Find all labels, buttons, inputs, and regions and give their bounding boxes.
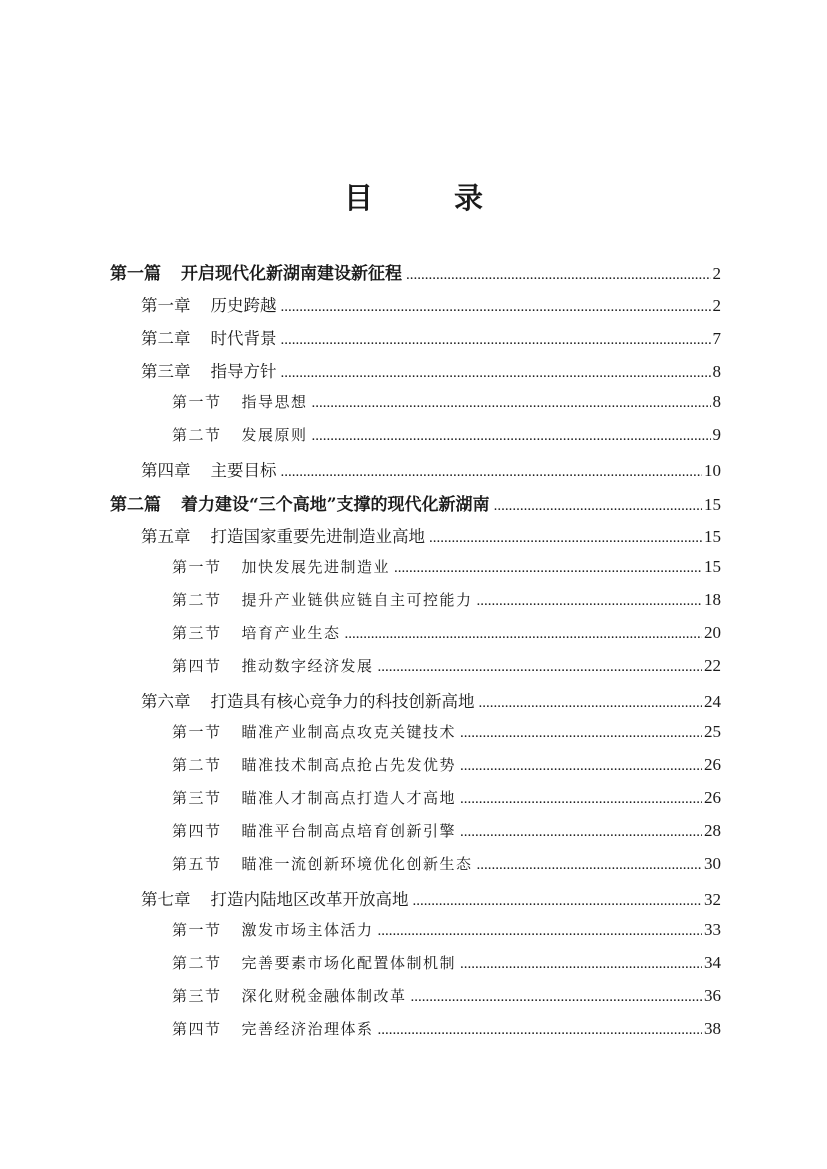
entry-number: 第四节 [172,822,222,840]
entry-title: 瞄准技术制高点抢占先发优势 [241,756,457,774]
entry-page: 38 [704,1019,721,1038]
entry-page: 24 [704,692,721,711]
toc-entry-chapter[interactable] [141,358,721,390]
entry-title: 培育产业生态 [241,624,341,642]
entry-number: 第五章 [141,527,191,546]
entry-title: 开启现代化新湖南建设新征程 [181,264,402,284]
entry-number: 第一节 [172,921,222,939]
entry-number: 第一节 [172,393,222,411]
toc-entry-chapter[interactable] [141,886,721,918]
entry-number: 第一节 [172,558,222,576]
entry-title: 时代背景 [210,329,277,348]
entry-number: 第五节 [172,855,222,873]
leader-dots [429,530,702,547]
toc-entry-section[interactable] [172,853,721,885]
toc-entry-section[interactable] [172,391,721,423]
leader-dots [378,1022,702,1039]
leader-dots [281,332,711,349]
entry-number: 第二节 [172,756,222,774]
leader-dots [413,893,703,910]
entry-page: 26 [704,788,721,807]
entry-title: 发展原则 [241,426,308,444]
toc-entry-chapter[interactable] [141,688,721,720]
leader-dots [460,791,702,808]
leader-dots [312,428,711,445]
entry-page: 2 [712,264,721,283]
toc-entry-section[interactable] [172,589,721,621]
toc-entry-section[interactable] [172,622,721,654]
entry-number: 第二篇 [110,495,161,515]
entry-page: 34 [704,953,721,972]
leader-dots [460,725,702,742]
leader-dots [460,956,702,973]
leader-dots [406,267,711,284]
leader-dots [312,395,711,412]
entry-number: 第一章 [141,296,191,315]
leader-dots [494,498,702,515]
leader-dots [479,695,703,712]
leader-dots [378,923,702,940]
entry-page: 15 [704,557,721,576]
entry-number: 第二章 [141,329,191,348]
entry-number: 第三节 [172,789,222,807]
leader-dots [281,365,711,382]
leader-dots [345,626,702,643]
entry-title: 推动数字经济发展 [241,657,374,675]
entry-number: 第二节 [172,591,222,609]
toc-entry-section[interactable] [172,556,721,588]
entry-page: 26 [704,755,721,774]
leader-dots [477,593,702,610]
entry-page: 30 [704,854,721,873]
toc-entry-part[interactable] [110,259,721,291]
entry-title: 提升产业链供应链自主可控能力 [241,591,473,609]
entry-title: 打造国家重要先进制造业高地 [210,527,425,546]
entry-number: 第三章 [141,362,191,381]
toc-entry-section[interactable] [172,787,721,819]
leader-dots [477,857,702,874]
entry-number: 第一节 [172,723,222,741]
entry-title: 激发市场主体活力 [241,921,374,939]
toc-entry-section[interactable] [172,655,721,687]
toc-entry-section[interactable] [172,721,721,753]
entry-number: 第六章 [141,692,191,711]
entry-page: 8 [712,362,721,381]
entry-title: 瞄准一流创新环境优化创新生态 [241,855,473,873]
entry-number: 第三节 [172,987,222,1005]
entry-number: 第四节 [172,1020,222,1038]
toc-entry-chapter[interactable] [141,457,721,489]
toc-entry-section[interactable] [172,985,721,1017]
toc-entry-section[interactable] [172,424,721,456]
entry-title: 打造内陆地区改革开放高地 [210,890,409,909]
entry-title: 指导思想 [241,393,308,411]
entry-page: 15 [704,527,721,546]
toc-entry-chapter[interactable] [141,523,721,555]
toc-entry-part[interactable] [110,490,721,522]
leader-dots [281,299,711,316]
entry-title: 主要目标 [210,461,277,480]
leader-dots [378,659,702,676]
entry-number: 第四章 [141,461,191,480]
entry-page: 25 [704,722,721,741]
entry-number: 第四节 [172,657,222,675]
entry-page: 9 [712,425,721,444]
leader-dots [394,560,702,577]
toc-entry-section[interactable] [172,1018,721,1050]
entry-title: 瞄准平台制高点培育创新引擎 [241,822,457,840]
entry-title: 瞄准人才制高点打造人才高地 [241,789,457,807]
entry-page: 2 [712,296,721,315]
entry-number: 第七章 [141,890,191,909]
leader-dots [281,464,703,481]
entry-number: 第二节 [172,954,222,972]
entry-page: 33 [704,920,721,939]
entry-page: 28 [704,821,721,840]
toc-entry-section[interactable] [172,952,721,984]
leader-dots [411,989,702,1006]
toc-entry-chapter[interactable] [141,325,721,357]
entry-title: 打造具有核心竞争力的科技创新高地 [210,692,475,711]
entry-page: 10 [704,461,721,480]
entry-number: 第一篇 [110,264,161,284]
entry-page: 7 [712,329,721,348]
page-title: 目 录 [343,181,509,215]
entry-title: 完善要素市场化配置体制机制 [241,954,457,972]
entry-title: 历史跨越 [210,296,277,315]
entry-page: 15 [704,495,721,514]
entry-number: 第二节 [172,426,222,444]
entry-number: 第三节 [172,624,222,642]
entry-title: 瞄准产业制高点攻克关键技术 [241,723,457,741]
entry-title: 指导方针 [210,362,277,381]
leader-dots [460,824,702,841]
entry-page: 22 [704,656,721,675]
leader-dots [460,758,702,775]
toc-entry-chapter[interactable] [141,292,721,324]
toc-entry-section[interactable] [172,754,721,786]
entry-title: 完善经济治理体系 [241,1020,374,1038]
toc-entry-section[interactable] [172,820,721,852]
entry-page: 36 [704,986,721,1005]
entry-page: 18 [704,590,721,609]
entry-title: 深化财税金融体制改革 [241,987,407,1005]
entry-page: 20 [704,623,721,642]
entry-title: 加快发展先进制造业 [241,558,391,576]
entry-title: 着力建设“三个高地”支撑的现代化新湖南 [181,495,490,515]
toc-entry-section[interactable] [172,919,721,951]
entry-page: 8 [712,392,721,411]
entry-page: 32 [704,890,721,909]
